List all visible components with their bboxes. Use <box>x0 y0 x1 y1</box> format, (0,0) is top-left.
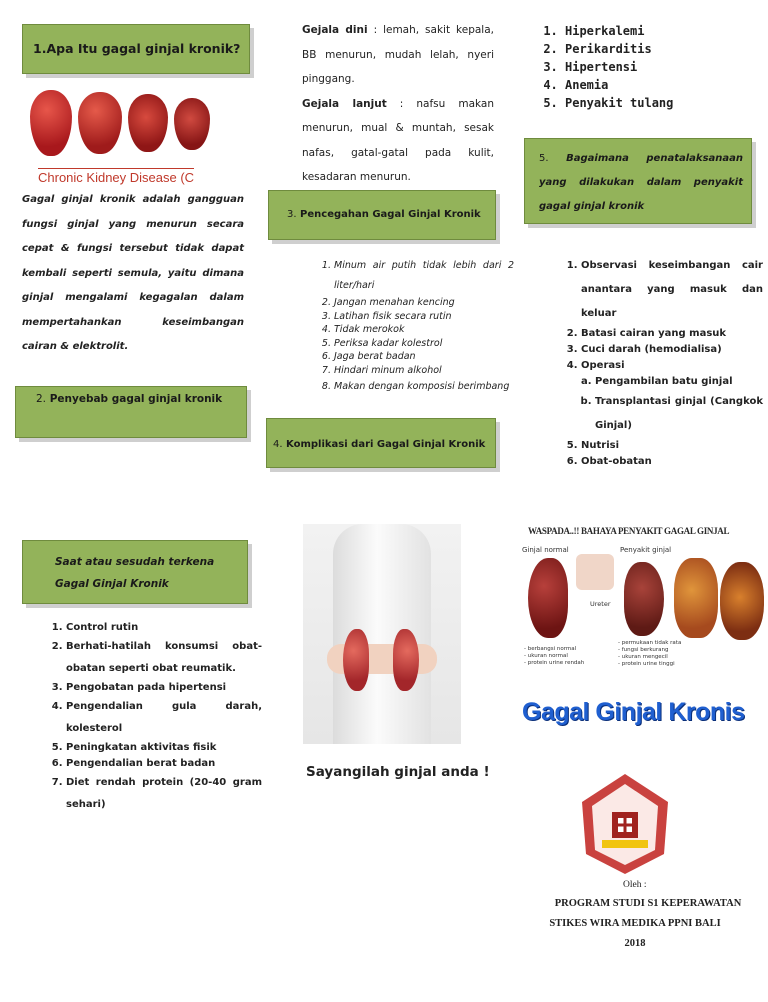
list-item <box>581 358 763 438</box>
section-4-title: Komplikasi dari Gagal Ginjal Kronik <box>286 439 486 450</box>
sick-note: - ukuran mengecil <box>618 654 668 660</box>
kidney-beans-image <box>24 88 220 158</box>
list-item: 2. Jangan menahan kencing <box>334 296 514 310</box>
section-2-title: Penyebab gagal ginjal kronik <box>49 393 223 405</box>
brand-title: Gagal Ginjal Kronis <box>522 698 745 726</box>
care-box-title: Saat atau sesudah terkena Gagal Ginjal Kronik <box>55 556 215 590</box>
list-item: 7. Hindari minum alkohol <box>334 364 514 378</box>
list-item: 3. Latihan fisik secara rutin <box>334 310 514 324</box>
label-normal: Ginjal normal <box>522 546 569 554</box>
normal-note: - protein urine rendah <box>524 660 585 666</box>
stikes-logo <box>578 772 672 876</box>
infographic-header: WASPADA..!! BAHAYA PENYAKIT GAGAL GINJAL <box>528 526 730 536</box>
section-3-box <box>268 190 496 240</box>
section-3-number: 3. <box>287 209 297 220</box>
list-item: 2. Perikarditis <box>565 40 673 58</box>
list-item: 4. Anemia <box>565 76 673 94</box>
list-item: 3. Pengobatan pada hipertensi <box>66 680 262 696</box>
oleh-label: Oleh : <box>623 880 647 890</box>
section-4-number: 4. <box>273 439 283 450</box>
ckd-caption: Chronic Kidney Disease (C <box>38 170 195 185</box>
sub-list-item: a. Pengambilan batu ginjal <box>595 374 763 390</box>
list-item: 5. Peningkatan aktivitas fisik <box>66 740 262 756</box>
section-4-box <box>266 418 496 468</box>
list-item: 4. Pengendalian gula darah, kolesterol <box>66 696 262 740</box>
section-5-box <box>524 138 752 224</box>
list-item: 7. Diet rendah protein (20-40 gram sehari) <box>66 772 262 816</box>
sick-note: - fungsi berkurang <box>618 647 669 653</box>
list-item: 3. Cuci darah (hemodialisa) <box>581 342 763 358</box>
label-ureter: Ureter <box>590 600 611 608</box>
institution-name: STIKES WIRA MEDIKA PPNI BALI <box>549 918 721 929</box>
gejala-dini-label: Gejala dini <box>302 24 368 36</box>
slogan: Sayangilah ginjal anda ! <box>306 764 490 780</box>
list-item: 5. Periksa kadar kolestrol <box>334 337 514 351</box>
list-item: 1. Minum air putih tidak lebih dari 2 liter/hari <box>334 256 514 296</box>
operasi-label: Operasi <box>581 360 625 371</box>
complication-list <box>545 22 673 112</box>
year: 2018 <box>624 938 646 949</box>
section-5-number: 5. <box>539 153 549 164</box>
gejala-lanjut-text: : nafsu makan menurun, mual & muntah, sesak nafas, gatal-gatal pada kulit, kesadaran menurun. <box>302 97 494 183</box>
list-item: 6. Jaga berat badan <box>334 350 514 364</box>
list-item: 6. Obat-obatan <box>581 454 763 470</box>
sick-note: - permukaan tidak rata <box>618 640 682 646</box>
section-2-box <box>15 386 247 438</box>
list-item: 1. Control rutin <box>66 620 262 636</box>
gejala-dini-text: : lemah, sakit kepala, BB menurun, mudah lelah, nyeri pinggang. <box>302 24 494 85</box>
normal-note: - ukuran normal <box>524 653 568 659</box>
list-item: 3. Hipertensi <box>565 58 673 76</box>
prevention-list <box>314 256 514 397</box>
list-item: 2. Berhati-hatilah konsumsi obat-obatan seperti obat reumatik. <box>66 636 262 680</box>
gejala-lanjut-label: Gejala lanjut <box>302 97 387 110</box>
care-list <box>48 620 262 816</box>
normal-note: - berbangsi normal <box>524 646 577 652</box>
list-item: 2. Batasi cairan yang masuk <box>581 326 763 342</box>
list-item: 5. Penyakit tulang <box>565 94 673 112</box>
treatment-list <box>562 254 763 470</box>
care-box <box>22 540 248 604</box>
list-item: 5. Nutrisi <box>581 438 763 454</box>
definition-text: Gagal ginjal kronik adalah gangguan fungsi ginjal yang menurun secara cepat & fungsi tersebut tidak dapat kembali seperti semula, yaitu dimana ginjal mengalami kegagalan dalam mempertahankan keseimbangan cairan & elektrolit. <box>22 194 244 352</box>
label-sakit: Penyakit ginjal <box>620 546 672 554</box>
list-item: 1. Observasi keseimbangan cair anantara yang masuk dan keluar <box>581 254 763 326</box>
section-1-box <box>22 24 250 74</box>
kidney-infographic <box>520 524 764 676</box>
kidney-hands-photo <box>303 524 461 744</box>
section-5-title: Bagaimana penatalaksanaan yang dilakukan dalam penyakit gagal ginjal kronik <box>539 153 743 212</box>
section-3-title: Pencegahan Gagal Ginjal Kronik <box>300 209 481 220</box>
list-item: 6. Pengendalian berat badan <box>66 756 262 772</box>
section-1-title: 1.Apa Itu gagal ginjal kronik? <box>33 41 241 56</box>
sub-list-item: b. Transplantasi ginjal (Cangkok Ginjal) <box>595 390 763 438</box>
sick-note: - protein urine tinggi <box>618 661 675 667</box>
list-item: 8. Makan dengan komposisi berimbang <box>334 377 514 397</box>
list-item: 1. Hiperkalemi <box>565 22 673 40</box>
list-item: 4. Tidak merokok <box>334 323 514 337</box>
symptoms-text <box>302 18 494 190</box>
program-name: PROGRAM STUDI S1 KEPERAWATAN <box>554 898 742 909</box>
section-2-number: 2. <box>36 393 47 405</box>
